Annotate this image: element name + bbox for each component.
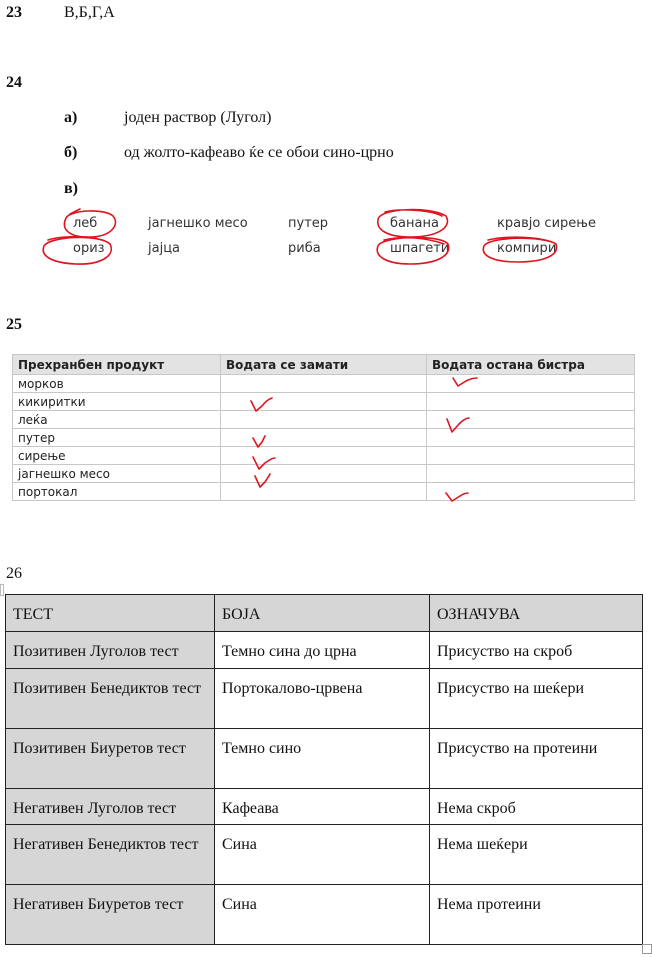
test-cell: Позитивен Биуретов тест (6, 729, 215, 789)
table-row (13, 429, 635, 447)
question-25-number: 25 (6, 316, 22, 333)
food-word: шпагети (390, 241, 450, 256)
q24-v-label: в) (64, 180, 78, 197)
meaning-cell: Нема шеќери (430, 825, 643, 885)
question-26-number: 26 (6, 565, 22, 582)
food-cell: портокал (13, 483, 221, 501)
test-cell: Негативен Бенедиктов тест (6, 825, 215, 885)
header-cell: ТЕСТ (6, 595, 215, 632)
test-cell: Негативен Луголов тест (6, 789, 215, 825)
table-row (13, 393, 635, 411)
food-cell: морков (13, 375, 221, 393)
food-cell: сирење (13, 447, 221, 465)
food-word: леб (73, 216, 98, 231)
food-word: риба (288, 241, 321, 256)
color-cell: Кафеава (215, 789, 430, 825)
header-cell: Водата остана бистра (427, 355, 635, 375)
table-row (13, 447, 635, 465)
text-boundary-mark (0, 584, 4, 596)
food-cell: кикиритки (13, 393, 221, 411)
question-23-number: 23 (6, 4, 22, 21)
food-cell: путер (13, 429, 221, 447)
color-cell: Портокалово-црвена (215, 669, 430, 729)
table-row (13, 375, 635, 393)
table-row (6, 632, 643, 669)
table-row (6, 789, 643, 825)
header-cell: ОЗНАЧУВА (430, 595, 643, 632)
resize-handle-icon[interactable] (642, 944, 652, 954)
table-row (6, 825, 643, 885)
q24-a-text: јоден раствор (Лугол) (124, 109, 272, 126)
table-row (6, 885, 643, 945)
food-word: јагнешко месо (148, 216, 248, 231)
header-cell: Прехранбен продукт (13, 355, 221, 375)
q26-table (5, 594, 643, 945)
table-row (6, 729, 643, 789)
header-cell: БОЈА (215, 595, 430, 632)
test-cell: Позитивен Луголов тест (6, 632, 215, 669)
q24-a-label: а) (64, 109, 78, 126)
color-cell: Темно сина до црна (215, 632, 430, 669)
table-row (13, 483, 635, 501)
meaning-cell: Присуство на шеќери (430, 669, 643, 729)
food-word: банана (390, 216, 439, 231)
food-cell: леќа (13, 411, 221, 429)
table-header-row (6, 595, 643, 632)
table-row (13, 411, 635, 429)
color-cell: Сина (215, 825, 430, 885)
meaning-cell: Присуство на протеини (430, 729, 643, 789)
header-cell: Водата се замати (221, 355, 427, 375)
q24-b-label: б) (64, 144, 78, 161)
color-cell: Сина (215, 885, 430, 945)
food-word: компири (497, 241, 557, 256)
color-cell: Темно сино (215, 729, 430, 789)
table-row (13, 465, 635, 483)
q24-b-text: од жолто-кафеаво ќе се обои сино-црно (124, 144, 394, 161)
meaning-cell: Нема скроб (430, 789, 643, 825)
food-word: јајца (148, 241, 181, 256)
food-word: ориз (73, 241, 105, 256)
test-cell: Позитивен Бенедиктов тест (6, 669, 215, 729)
table-header-row (13, 355, 635, 375)
question-23-answer: В,Б,Г,А (64, 4, 115, 21)
table-row (6, 669, 643, 729)
food-word: путер (288, 216, 329, 231)
question-24-number: 24 (6, 74, 22, 91)
test-cell: Негативен Биуретов тест (6, 885, 215, 945)
q25-table (12, 354, 635, 501)
food-cell: јагнешко месо (13, 465, 221, 483)
food-word: кравјо сирење (497, 216, 596, 231)
meaning-cell: Присуство на скроб (430, 632, 643, 669)
meaning-cell: Нема протеини (430, 885, 643, 945)
